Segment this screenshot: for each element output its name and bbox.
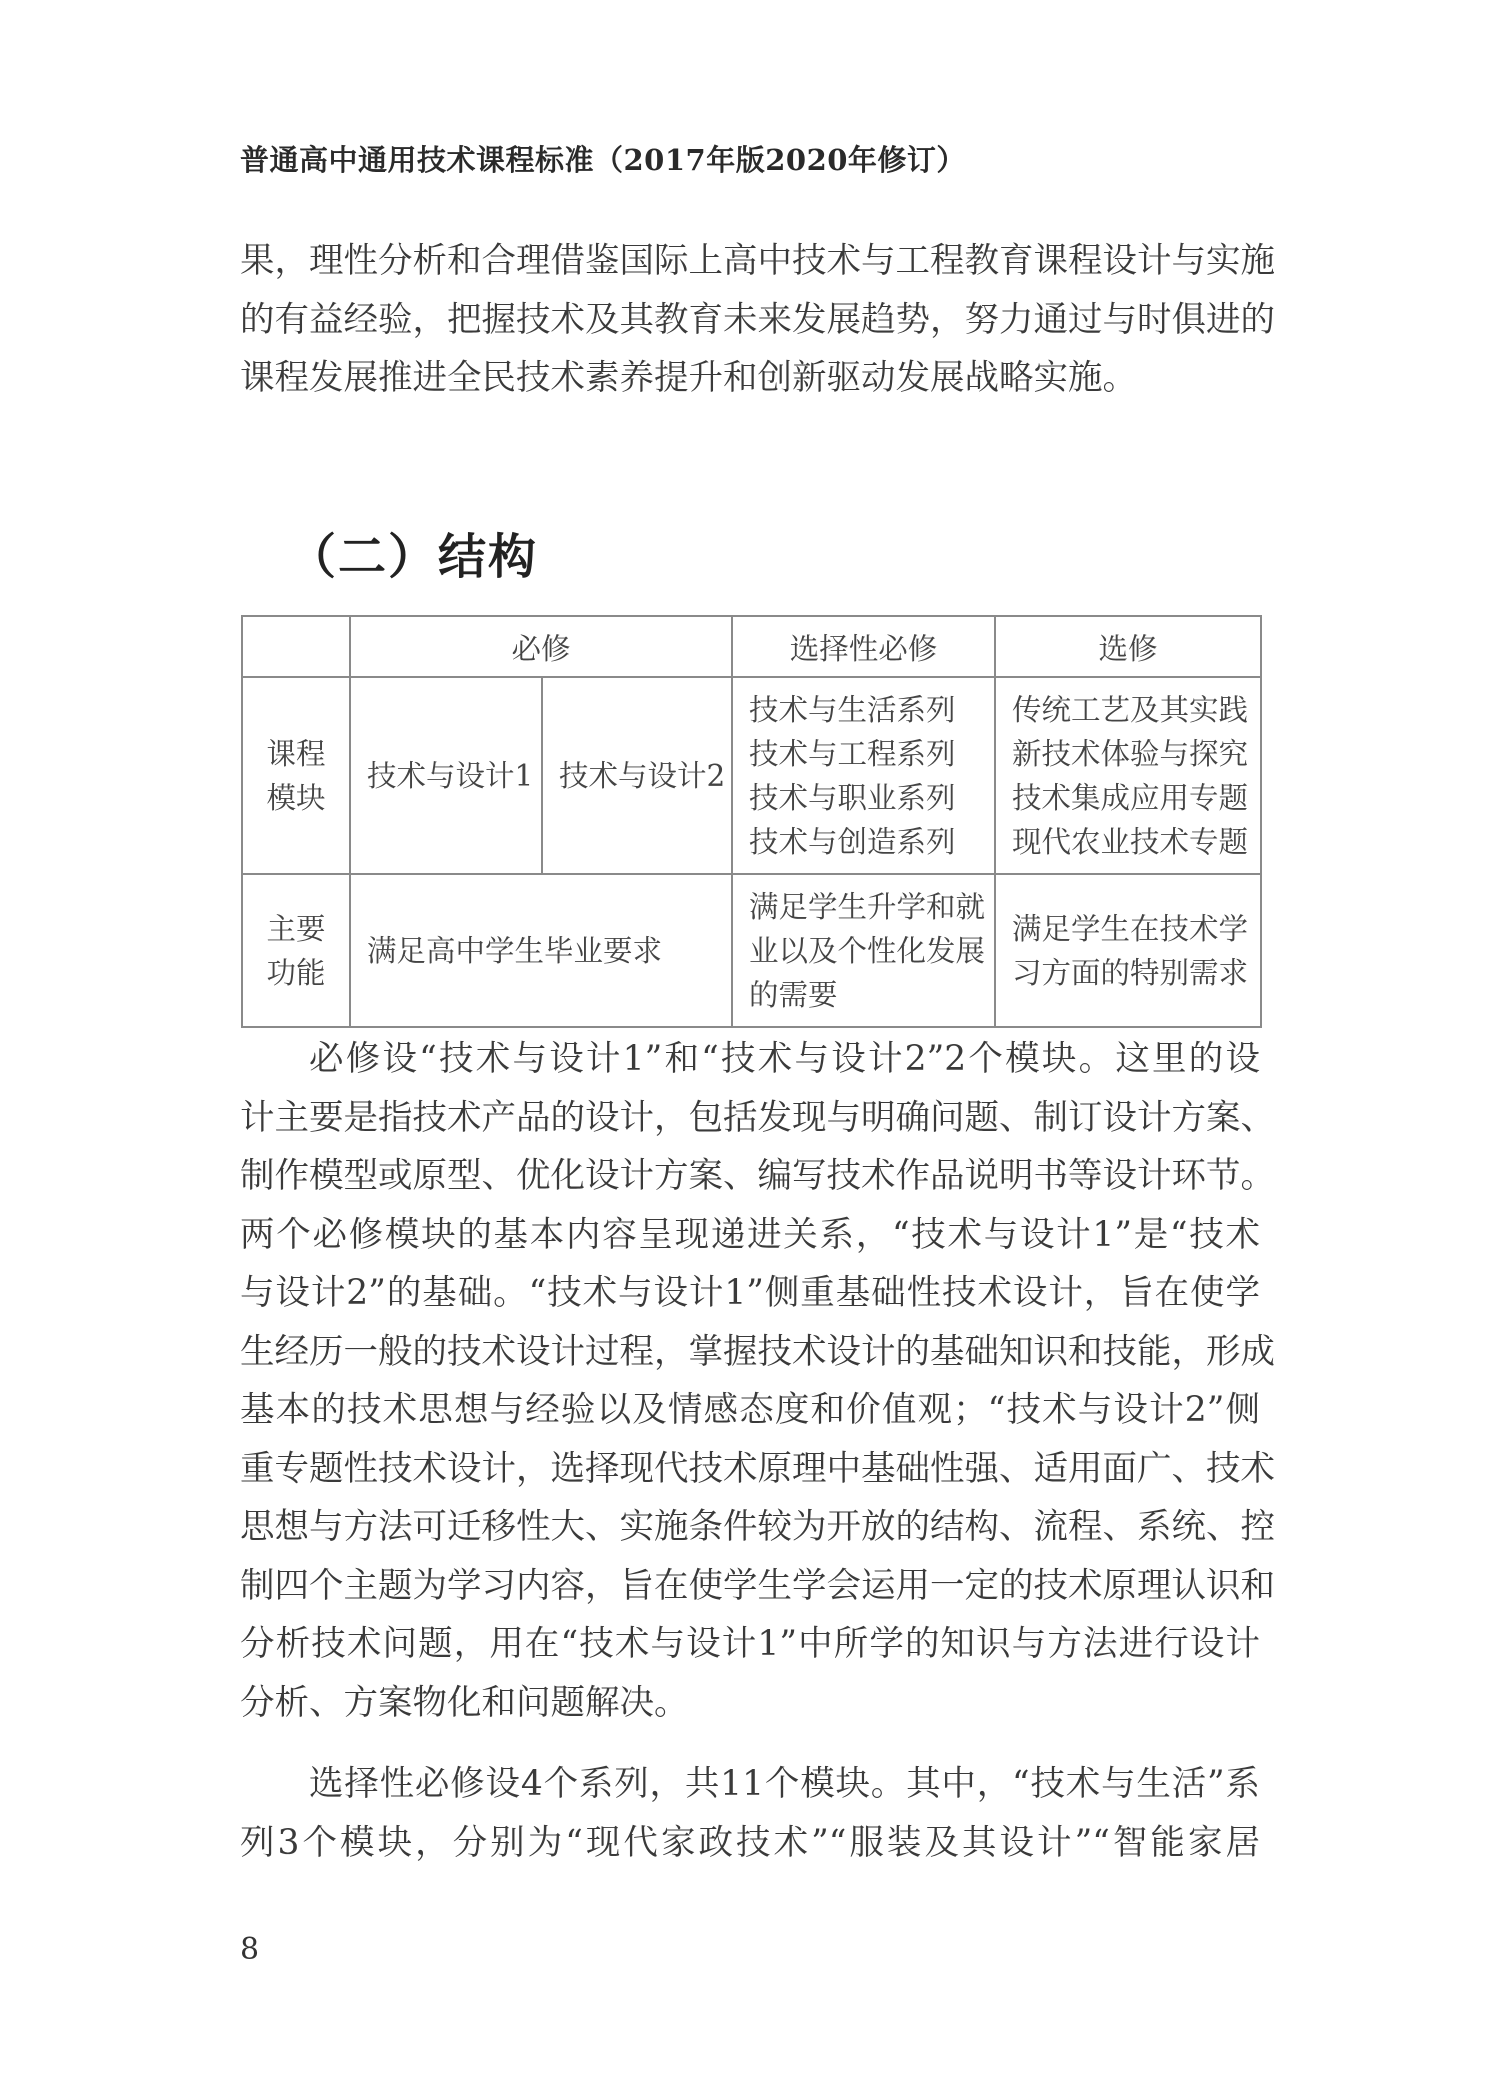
cell-required-function: 满足高中学生毕业要求 [350,874,732,1027]
text-line: 基本的技术思想与经验以及情感态度和价值观；“技术与设计2”侧 [240,1390,1260,1430]
table-row-functions [242,874,1261,1027]
list-item: 业以及个性化发展 [749,933,986,968]
structure-table [241,615,1262,1028]
cell-required-2: 技术与设计2 [542,677,732,874]
list-item: 技术与职业系列 [749,780,956,815]
list-item: 现代农业技术专题 [1012,824,1249,859]
row-label-modules [242,677,350,874]
list-item: 新技术体验与探究 [1012,736,1249,771]
text-line: 与设计2”的基础。“技术与设计1”侧重基础性技术设计，旨在使学 [240,1273,1260,1313]
list-item: 技术与工程系列 [749,736,956,771]
cell-elective-function [995,874,1261,1027]
row-label-line: 课程 [266,736,326,771]
text-line: 分析技术问题，用在“技术与设计1”中所学的知识与方法进行设计 [240,1624,1260,1664]
list-item: 技术与创造系列 [749,824,956,859]
table-header-row [242,616,1261,677]
header-elective: 选修 [995,616,1261,677]
table-row-modules [242,677,1261,874]
text-line: 生经历一般的技术设计过程，掌握技术设计的基础知识和技能，形成 [240,1331,1275,1372]
table-corner-cell [242,616,350,677]
text-line: 思想与方法可迁移性大、实施条件较为开放的结构、流程、系统、控 [240,1507,1275,1547]
list-item: 满足学生在技术学 [1012,911,1249,946]
list-item: 技术与生活系列 [749,692,956,727]
running-head: 普通高中通用技术课程标准（2017年版2020年修订） [240,143,966,177]
text-line: 课程发展推进全民技术素养提升和创新驱动发展战略实施。 [240,358,1137,398]
list-item: 的需要 [749,977,838,1012]
list-item: 满足学生升学和就 [749,889,986,924]
text-line: 分析、方案物化和问题解决。 [240,1682,689,1723]
text-line: 选择性必修设4个系列，共11个模块。其中，“技术与生活”系 [309,1764,1260,1804]
text-line: 两个必修模块的基本内容呈现递进关系，“技术与设计1”是“技术 [240,1214,1260,1255]
cell-elective-required-modules [732,677,995,874]
list-item: 习方面的特别需求 [1012,955,1249,990]
cell-required-1: 技术与设计1 [350,677,542,874]
page-number: 8 [240,1932,260,1967]
paragraph-required [240,1030,1275,1732]
text-line: 必修设“技术与设计1”和“技术与设计2”2个模块。这里的设 [309,1039,1260,1079]
text-line: 列3个模块，分别为“现代家政技术”“服装及其设计”“智能家居 [240,1822,1260,1863]
text-line: 重专题性技术设计，选择现代技术原理中基础性强、适用面广、技术 [240,1448,1275,1489]
cell-elective-modules [995,677,1261,874]
row-label-functions [242,874,350,1027]
text-line: 计主要是指技术产品的设计，包括发现与明确问题、制订设计方案、 [240,1097,1275,1138]
text-line: 制四个主题为学习内容，旨在使学生学会运用一定的技术原理认识和 [240,1565,1275,1606]
intro-paragraph [240,232,1275,408]
cell-elective-required-function [732,874,995,1027]
text-line: 制作模型或原型、优化设计方案、编写技术作品说明书等设计环节。 [240,1156,1275,1196]
row-label-line: 功能 [266,955,326,990]
paragraph-elective-required [240,1755,1260,1872]
section-heading: （二）结构 [288,529,539,585]
row-label-line: 模块 [266,780,326,815]
header-required: 必修 [350,616,732,677]
text-line: 的有益经验，把握技术及其教育未来发展趋势，努力通过与时俱进的 [240,299,1275,340]
row-label-line: 主要 [266,911,326,946]
list-item: 技术集成应用专题 [1012,780,1249,815]
text-line: 果，理性分析和合理借鉴国际上高中技术与工程教育课程设计与实施 [240,241,1275,281]
header-elective-required: 选择性必修 [732,616,995,677]
list-item: 传统工艺及其实践 [1012,692,1249,727]
